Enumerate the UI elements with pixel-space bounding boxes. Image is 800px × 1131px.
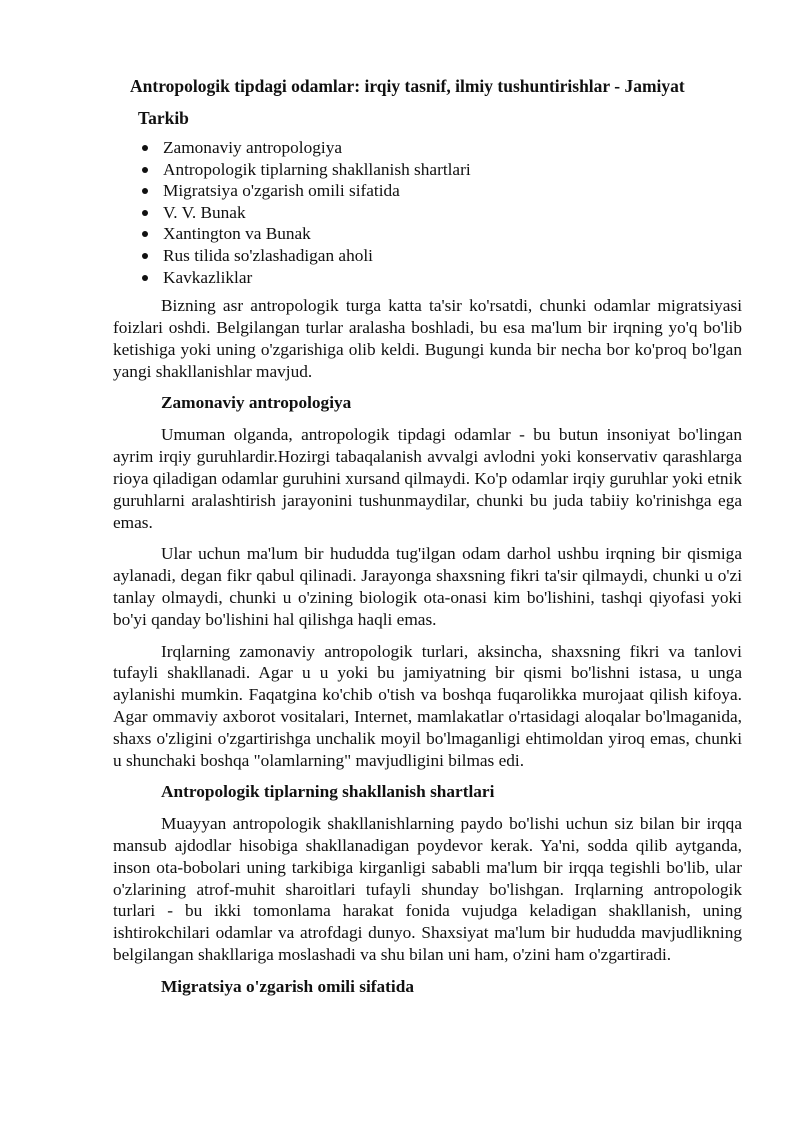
bullet-icon: [142, 167, 148, 173]
intro-paragraph: Bizning asr antropologik turga katta ta'sir ko'rsatdi, chunki odamlar migratsiyasi foizlari oshdi. Belgilangan turlar aralasha boshladi, bu esa ma'lum bir irqning yo'q bo'lib ketishiga yoki uning o'zgarishiga olib keldi. Bugungi kunda bir necha bor ko'proq bo'lgan yangi shakllanishlar mavjud.: [113, 296, 742, 381]
toc-heading: Tarkib: [138, 108, 189, 128]
bullet-icon: [142, 188, 148, 194]
toc-item[interactable]: Rus tilida so'zlashadigan aholi: [113, 245, 742, 267]
toc-item[interactable]: Xantington va Bunak: [113, 223, 742, 245]
section-heading: Antropologik tiplarning shakllanish shartlari: [161, 782, 495, 802]
section-heading: Zamonaviy antropologiya: [161, 393, 352, 413]
bullet-icon: [142, 275, 148, 281]
bullet-icon: [142, 231, 148, 237]
bullet-icon: [142, 210, 148, 216]
body-paragraph: Muayyan antropologik shakllanishlarning paydo bo'lishi uchun siz bilan bir irqqa mansub ajdodlar hisobiga shakllanadigan poydevor kerak. Ya'ni, sodda qilib aytganda, inson ota-bobolari uning tarkibiga kirganligi sababli ma'lum bir irqqa tegishli bo'lib, ular o'zlarining atrof-muhit sharoitlari tufayli shunday bo'lishgan. Irqlarning antropologik turlari - bu ikki tomonlama harakat fonida vujudga keladigan shakllanish, uning ishtirokchilari odamlar va atrofdagi dunyo. Shaxsiyat ma'lum bir hududda mavjudlikning belgilangan shakllariga moslashadi va shu bilan uni ham, o'zini ham o'zgartiradi.: [113, 814, 742, 965]
toc-item[interactable]: Migratsiya o'zgarish omili sifatida: [113, 180, 742, 202]
toc-item[interactable]: Antropologik tiplarning shakllanish shartlari: [113, 159, 742, 181]
bullet-icon: [142, 253, 148, 259]
bullet-icon: [142, 145, 148, 151]
table-of-contents: [113, 137, 742, 288]
toc-item[interactable]: Kavkazliklar: [113, 267, 742, 289]
document-page: [113, 74, 742, 1008]
toc-item[interactable]: Zamonaviy antropologiya: [113, 137, 742, 159]
body-paragraph: Ular uchun ma'lum bir hududda tug'ilgan odam darhol ushbu irqning bir qismiga aylanadi, degan fikr qabul qilinadi. Jarayonga shaxsning fikri ta'sir qilmaydi, chunki u o'zi tanlay olmaydi, chunki u o'zining biologik ota-onasi kim bo'lishini, tashqi qiyofasi yoki bo'yi qanday bo'lishini hal qilishga haqli emas.: [113, 544, 742, 629]
section-heading: Migratsiya o'zgarish omili sifatida: [161, 976, 414, 996]
document-title: Antropologik tipdagi odamlar: irqiy tasnif, ilmiy tushuntirishlar - Jamiyat: [130, 76, 685, 96]
body-paragraph: Umuman olganda, antropologik tipdagi odamlar - bu butun insoniyat bo'lingan ayrim irqiy guruhlardir.Hozirgi tabaqalanish avvalgi avlodni yoki konservativ qarashlarga rioya qiladigan odamlar guruhini xursand qilmaydi. Ko'p odamlar irqiy guruhlar yoki etnik guruhlarni aralashtirish jarayonini tushunmaydilar, chunki bu juda tabiiy ko'rinishga ega emas.: [113, 425, 742, 532]
body-paragraph: Irqlarning zamonaviy antropologik turlari, aksincha, shaxsning fikri va tanlovi tufayli shakllanadi. Agar u u yoki bu jamiyatning bir qismi bo'lishni istasa, u unga aylanishi mumkin. Faqatgina ko'chib o'tish va boshqa fuqarolikka murojaat qilish kifoya. Agar ommaviy axborot vositalari, Internet, mamlakatlar o'rtasidagi aloqalar bo'lmaganida, shaxs o'zligini o'zgartirishga unchalik moyil bo'lmaganligi ehtimoldan yiroq emas, chunki u shunchaki boshqa "olamlarning" mavjudligini bilmas edi.: [113, 641, 742, 770]
toc-item[interactable]: V. V. Bunak: [113, 202, 742, 224]
